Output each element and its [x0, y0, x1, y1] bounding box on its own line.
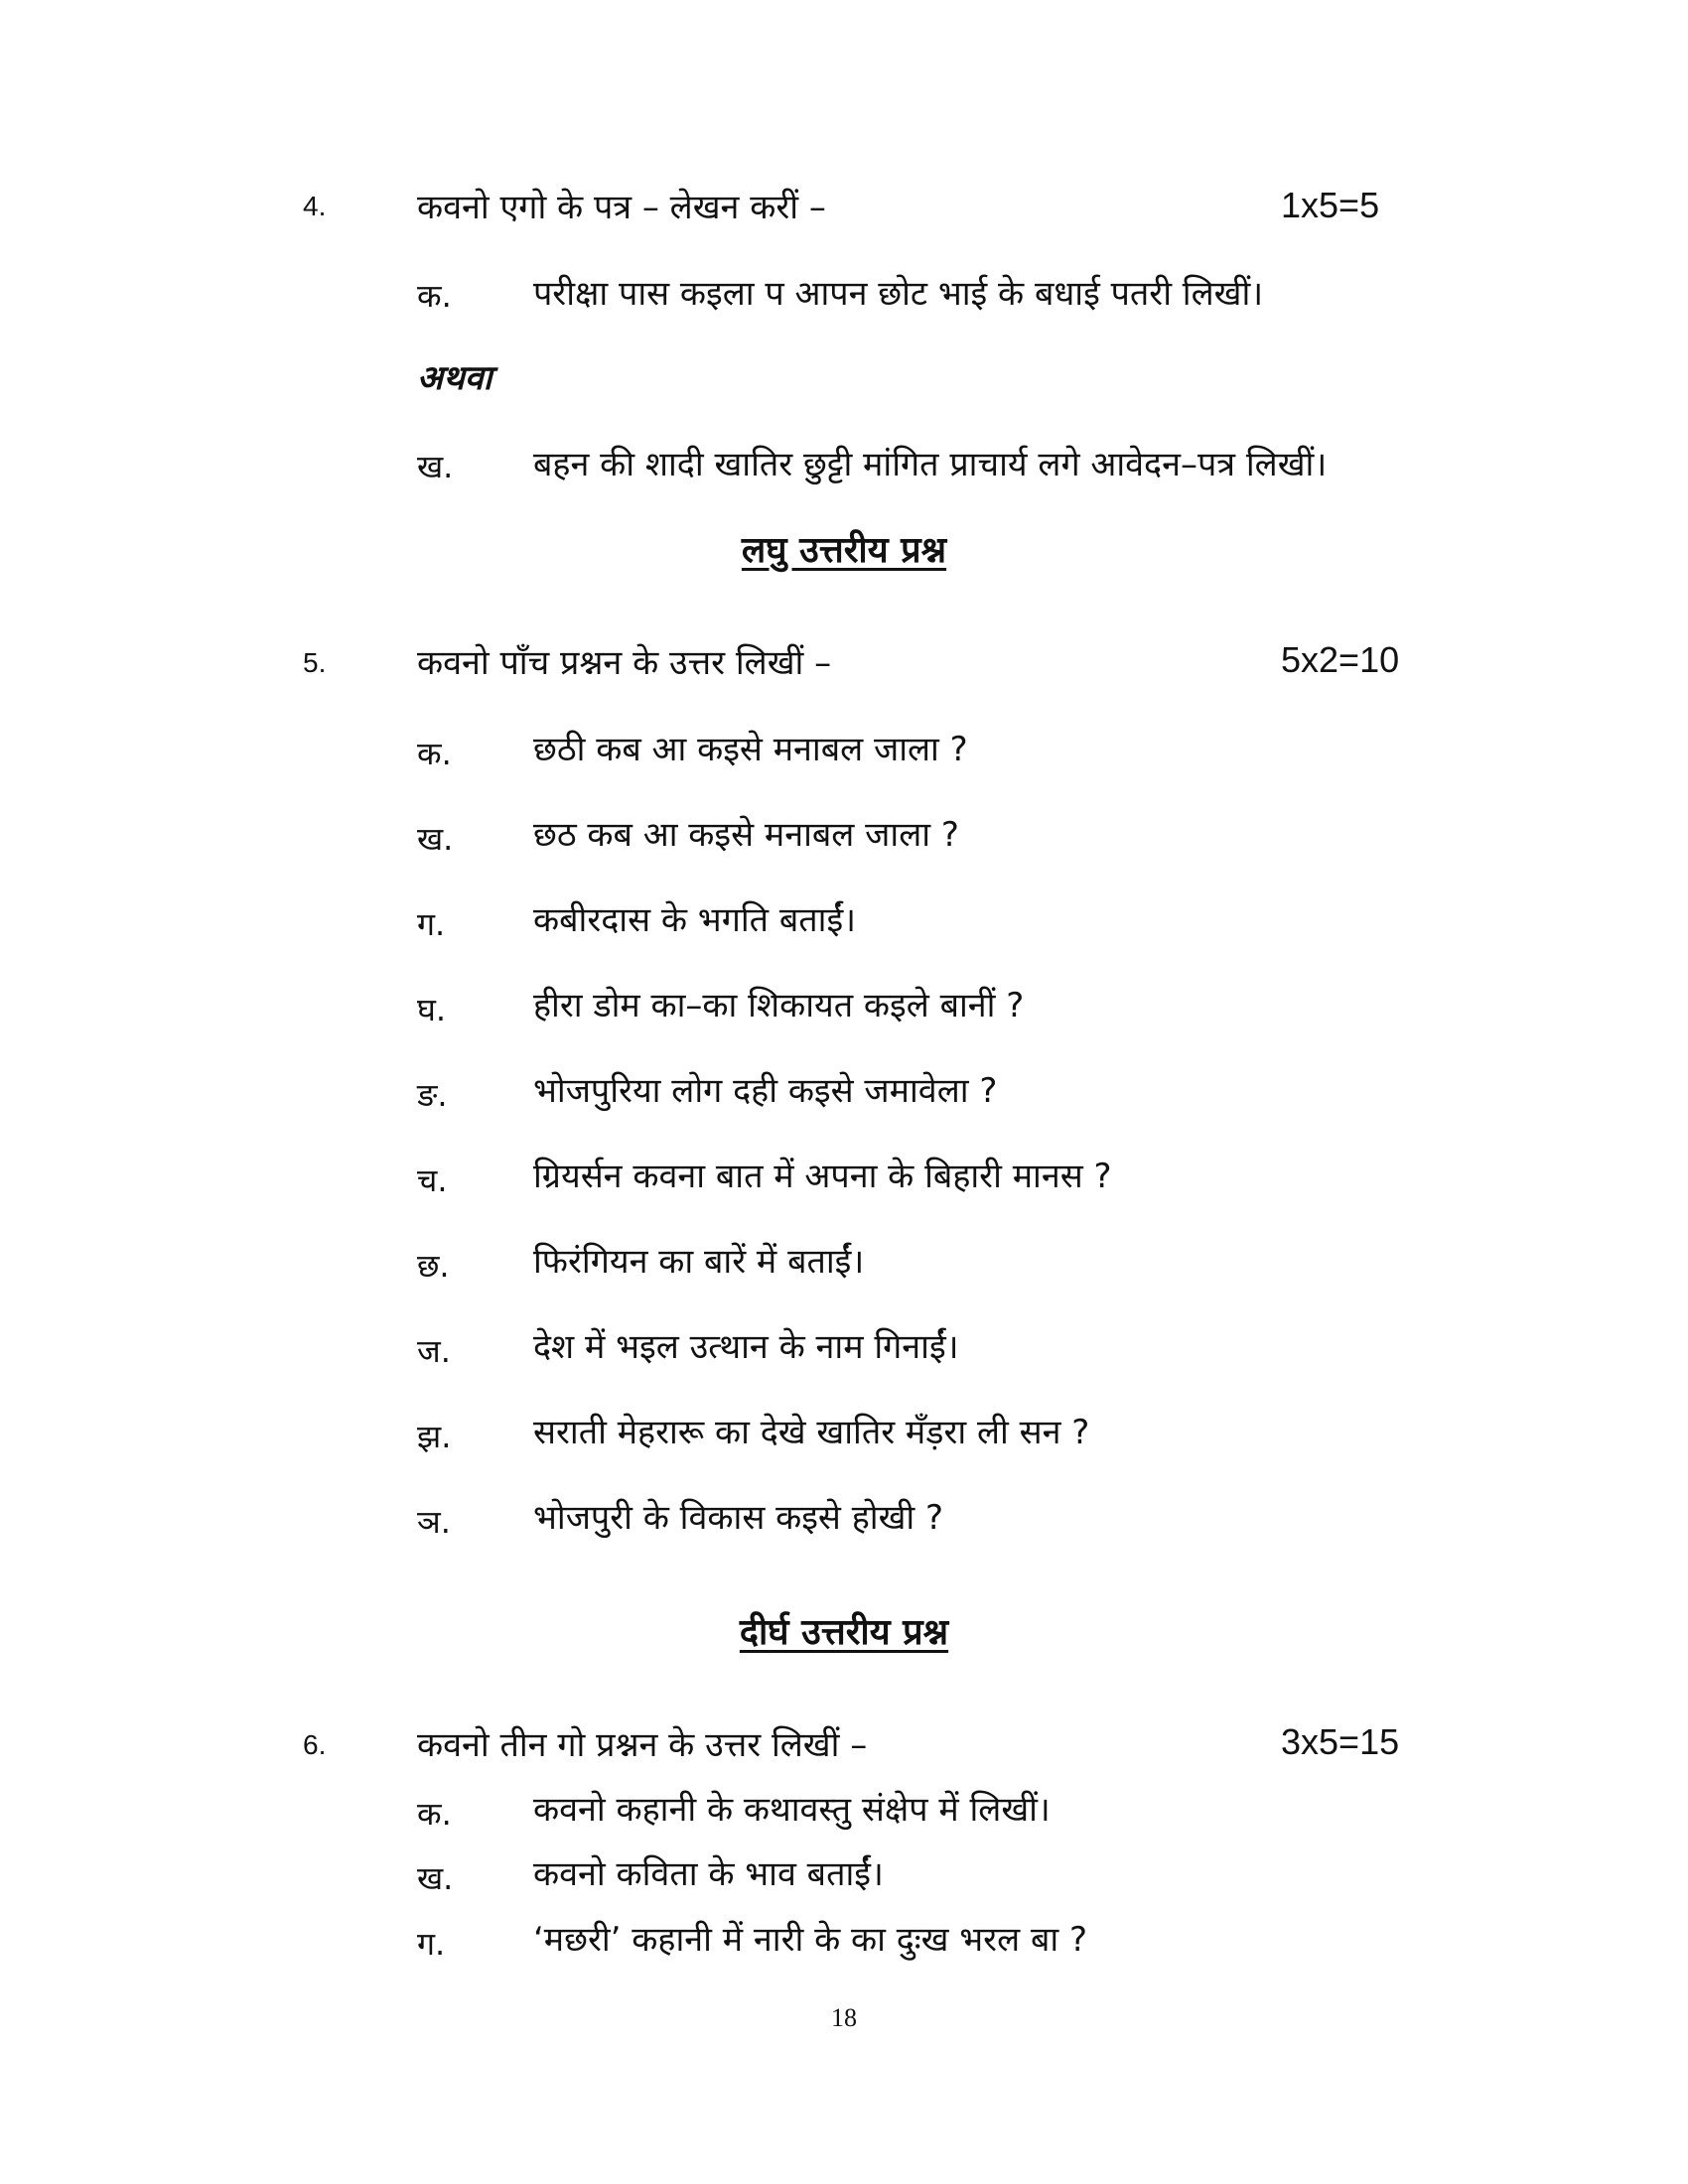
marks-label: 5x2=10 [1281, 639, 1400, 680]
question-text: कवनो तीन गो प्रश्नन के उत्तर लिखीं – [417, 1725, 868, 1765]
option-label: ख. [417, 1859, 454, 1897]
option-text: परीक्षा पास कइला प आपन छोट भाई के बधाई पतरी लिखीं। [533, 274, 1264, 314]
option-text: कबीरदास के भगति बताईं। [533, 900, 857, 940]
option-label: ख. [417, 820, 454, 858]
option-text: ‘मछरी’ कहानी में नारी के का दुःख भरल बा ? [533, 1920, 1088, 1960]
option-text: भोजपुरिया लोग दही कइसे जमावेला ? [533, 1071, 998, 1111]
option-label: ज. [417, 1332, 451, 1370]
option-text: फिरंगियन का बारें में बताईं। [533, 1242, 865, 1282]
option-text: बहन की शादी खातिर छुट्टी मांगित प्राचार्य लगे आवेदन–पत्र लिखीं। [533, 445, 1328, 484]
option-label: क. [417, 277, 452, 315]
option-label: ग. [417, 1925, 446, 1963]
section-heading-short: लघु उत्तरीय प्रश्न [741, 530, 947, 571]
or-label: अथवा [417, 358, 492, 398]
marks-label: 1x5=5 [1281, 185, 1380, 225]
question-text: कवनो एगो के पत्र – लेखन करीं – [417, 188, 826, 227]
option-text: ग्रियर्सन कवना बात में अपना के बिहारी मानस ? [533, 1157, 1112, 1196]
section-heading-long: दीर्घ उत्तरीय प्रश्न [739, 1612, 949, 1653]
option-label: ङ. [417, 1076, 448, 1114]
option-text: सराती मेहरारू का देखे खातिर मँड़रा ली सन ? [533, 1413, 1090, 1452]
option-label: क. [417, 735, 452, 772]
question-number: 5. [303, 647, 327, 678]
option-text: छठ कब आ कइसे मनाबल जाला ? [533, 815, 959, 855]
option-label: क. [417, 1795, 452, 1833]
option-text: छठी कब आ कइसे मनाबल जाला ? [533, 730, 968, 769]
option-label: घ. [417, 991, 447, 1028]
option-label: च. [417, 1161, 448, 1199]
option-label: ग. [417, 905, 446, 943]
marks-label: 3x5=15 [1281, 1721, 1400, 1762]
option-label: ञ. [417, 1503, 451, 1541]
option-text: देश में भइल उत्थान के नाम गिनाईं। [533, 1327, 959, 1367]
page-number: 18 [831, 2003, 857, 2032]
option-text: कवनो कहानी के कथावस्तु संक्षेप में लिखीं। [533, 1790, 1051, 1830]
option-text: कवनो कविता के भाव बताईं। [533, 1854, 884, 1894]
question-number: 6. [303, 1729, 327, 1760]
option-text: भोजपुरी के विकास कइसे होखी ? [533, 1498, 944, 1538]
option-text: हीरा डोम का–का शिकायत कइले बानीं ? [533, 986, 1025, 1025]
option-label: छ. [417, 1247, 450, 1285]
question-number: 4. [303, 191, 327, 221]
option-label: झ. [417, 1418, 452, 1455]
option-label: ख. [417, 448, 454, 485]
question-text: कवनो पाँच प्रश्नन के उत्तर लिखीं – [417, 643, 832, 683]
